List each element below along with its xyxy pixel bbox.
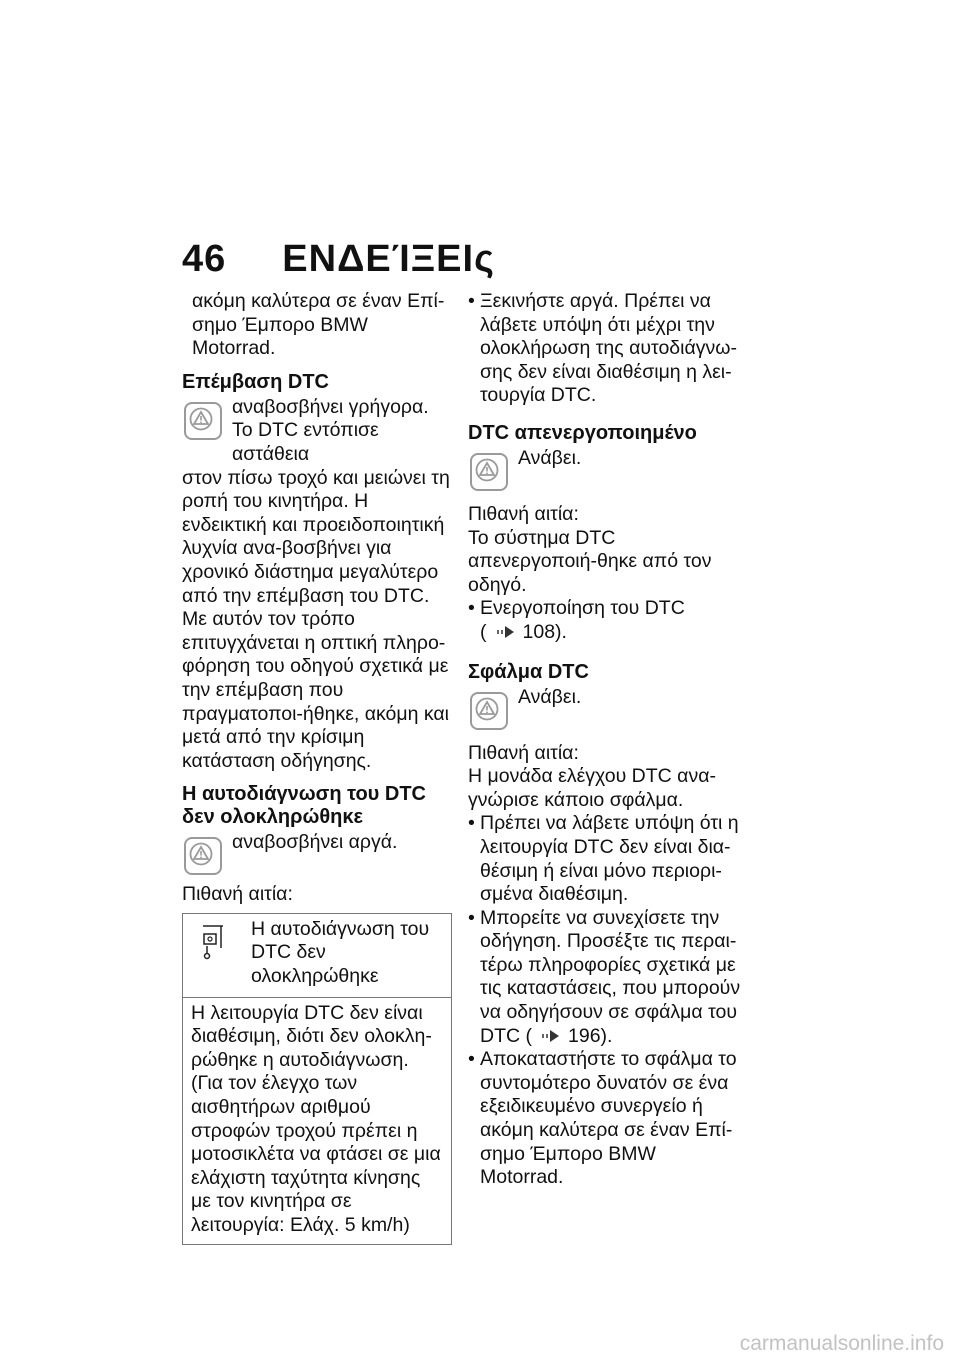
info-box <box>182 913 452 1245</box>
bullet-list <box>468 812 743 1190</box>
indicator-text-2: Το DTC εντόπισε αστάθεια <box>232 419 379 465</box>
right-column <box>468 290 743 1190</box>
indicator-text: Ανάβει. <box>518 446 582 469</box>
page-number: 46 <box>182 238 227 280</box>
indicator-text: Ανάβει. <box>518 685 582 708</box>
ref-prefix: DTC ( <box>480 1024 532 1047</box>
indicator-row <box>468 447 743 495</box>
indicator-text-1: αναβοσβήνει γρήγορα. <box>232 395 429 418</box>
page-title: ΕΝΔΕΊΞΕΙς <box>282 238 495 280</box>
intro-text: ακόμη καλύτερα σε έναν Επί-σημο Έμπορο BMW Motorrad. <box>192 290 445 360</box>
cause-label: Πιθανή αιτία: <box>182 883 293 906</box>
cause-label: Πιθανή αιτία: <box>468 502 579 525</box>
indicator-row <box>468 686 743 734</box>
list-item: • Πρέπει να λάβετε υπόψη ότι η λειτουργία DTC δεν είναι δια-θέσιμη ή είναι μόνο περιορι-σμένα διαθέσιμη. <box>468 812 743 906</box>
list-item-text: Μπορείτε να συνεχίσετε την οδήγηση. Προσέξτε τις περαι-τέρω πληροφορίες σχετικά με τις καταστάσεις, που μπορούν να οδηγήσουν σε σφάλμα του <box>480 906 741 1024</box>
section-body: Το σύστημα DTC απενεργοποιή-θηκε από τον οδηγό. <box>468 526 712 596</box>
page-ref-arrow-icon <box>497 625 515 639</box>
info-box-body: Η λειτουργία DTC δεν είναι διαθέσιμη, διότι δεν ολοκλη-ρώθηκε η αυτοδιάγνωση. (Για τον έλεγχο των αισθητήρων αριθμού στροφών τροχού πρέπει η μοτοσικλέτα να φτάσει σε μια ελάχιστη ταχύτητα κίνησης με τον κινητήρα σε λειτουργία: Ελάχ. 5 km/h) <box>191 1001 441 1236</box>
list-item <box>468 597 743 644</box>
page-ref[interactable]: 196). <box>568 1024 613 1047</box>
dtc-warning-lamp-icon <box>470 453 508 491</box>
bullet-list <box>468 290 743 408</box>
page-ref[interactable]: 108). <box>522 620 567 643</box>
left-column <box>182 290 452 1245</box>
dtc-warning-lamp-icon <box>184 402 222 440</box>
dtc-warning-lamp-icon <box>184 837 222 875</box>
indicator-row <box>182 831 452 879</box>
bullet-list <box>468 597 743 644</box>
indicator-text: αναβοσβήνει αργά. <box>232 831 398 854</box>
ref-open: ( <box>480 620 487 643</box>
page-header <box>182 238 495 281</box>
watermark: carmanualsonline.info <box>739 1332 944 1355</box>
info-box-header <box>183 914 451 998</box>
section-heading-dtc-intervention: Επέμβαση DTC <box>182 370 329 393</box>
cause-label: Πιθανή αιτία: <box>468 741 579 764</box>
section-heading-dtc-off: DTC απενεργοποιημένο <box>468 421 697 444</box>
section-heading-dtc-fault: Σφάλμα DTC <box>468 660 589 683</box>
list-item-text: Ενεργοποίηση του DTC <box>480 597 685 620</box>
section-heading-self-diagnosis: Η αυτοδιάγνωση του DTC δεν ολοκληρώθηκε <box>182 783 426 829</box>
section-body: στον πίσω τροχό και μειώνει τη ροπή του κινητήρα. Η ενδεικτική και προειδοποιητική λυχνία ανα-βοσβήνει για χρονικό διάστημα μεγαλύτερο από την επέμβαση του DTC. Με αυτόν τον τρόπο επιτυγχάνεται η οπτική πληρο-φόρηση του οδηγού σχετικά με την επέμβαση που πραγματοποι-ήθηκε, ακόμη και μετά από την κρίσιμη κατάσταση οδήγησης. <box>182 466 450 772</box>
page-ref-arrow-icon <box>542 1029 560 1043</box>
indicator-row <box>182 396 452 467</box>
info-box-title: Η αυτοδιάγνωση του DTC δεν ολοκληρώθηκε <box>251 917 430 988</box>
list-item <box>468 907 743 1049</box>
section-body: Η μονάδα ελέγχου DTC ανα-γνώρισε κάποιο σφάλμα. <box>468 765 716 811</box>
dtc-warning-lamp-icon <box>470 692 508 730</box>
list-item: • Αποκαταστήστε το σφάλμα το συντομότερο δυνατόν σε ένα εξειδικευμένο συνεργείο ή ακόμη καλύτερα σε έναν Επί-σημο Έμπορο BMW Motorrad. <box>468 1048 743 1190</box>
gauge-tool-icon <box>201 922 237 989</box>
list-item: • Ξεκινήστε αργά. Πρέπει να λάβετε υπόψη ότι μέχρι την ολοκλήρωση της αυτοδιάγνω-σης δεν είναι διαθέσιμη η λει-τουργία DTC. <box>468 290 743 408</box>
